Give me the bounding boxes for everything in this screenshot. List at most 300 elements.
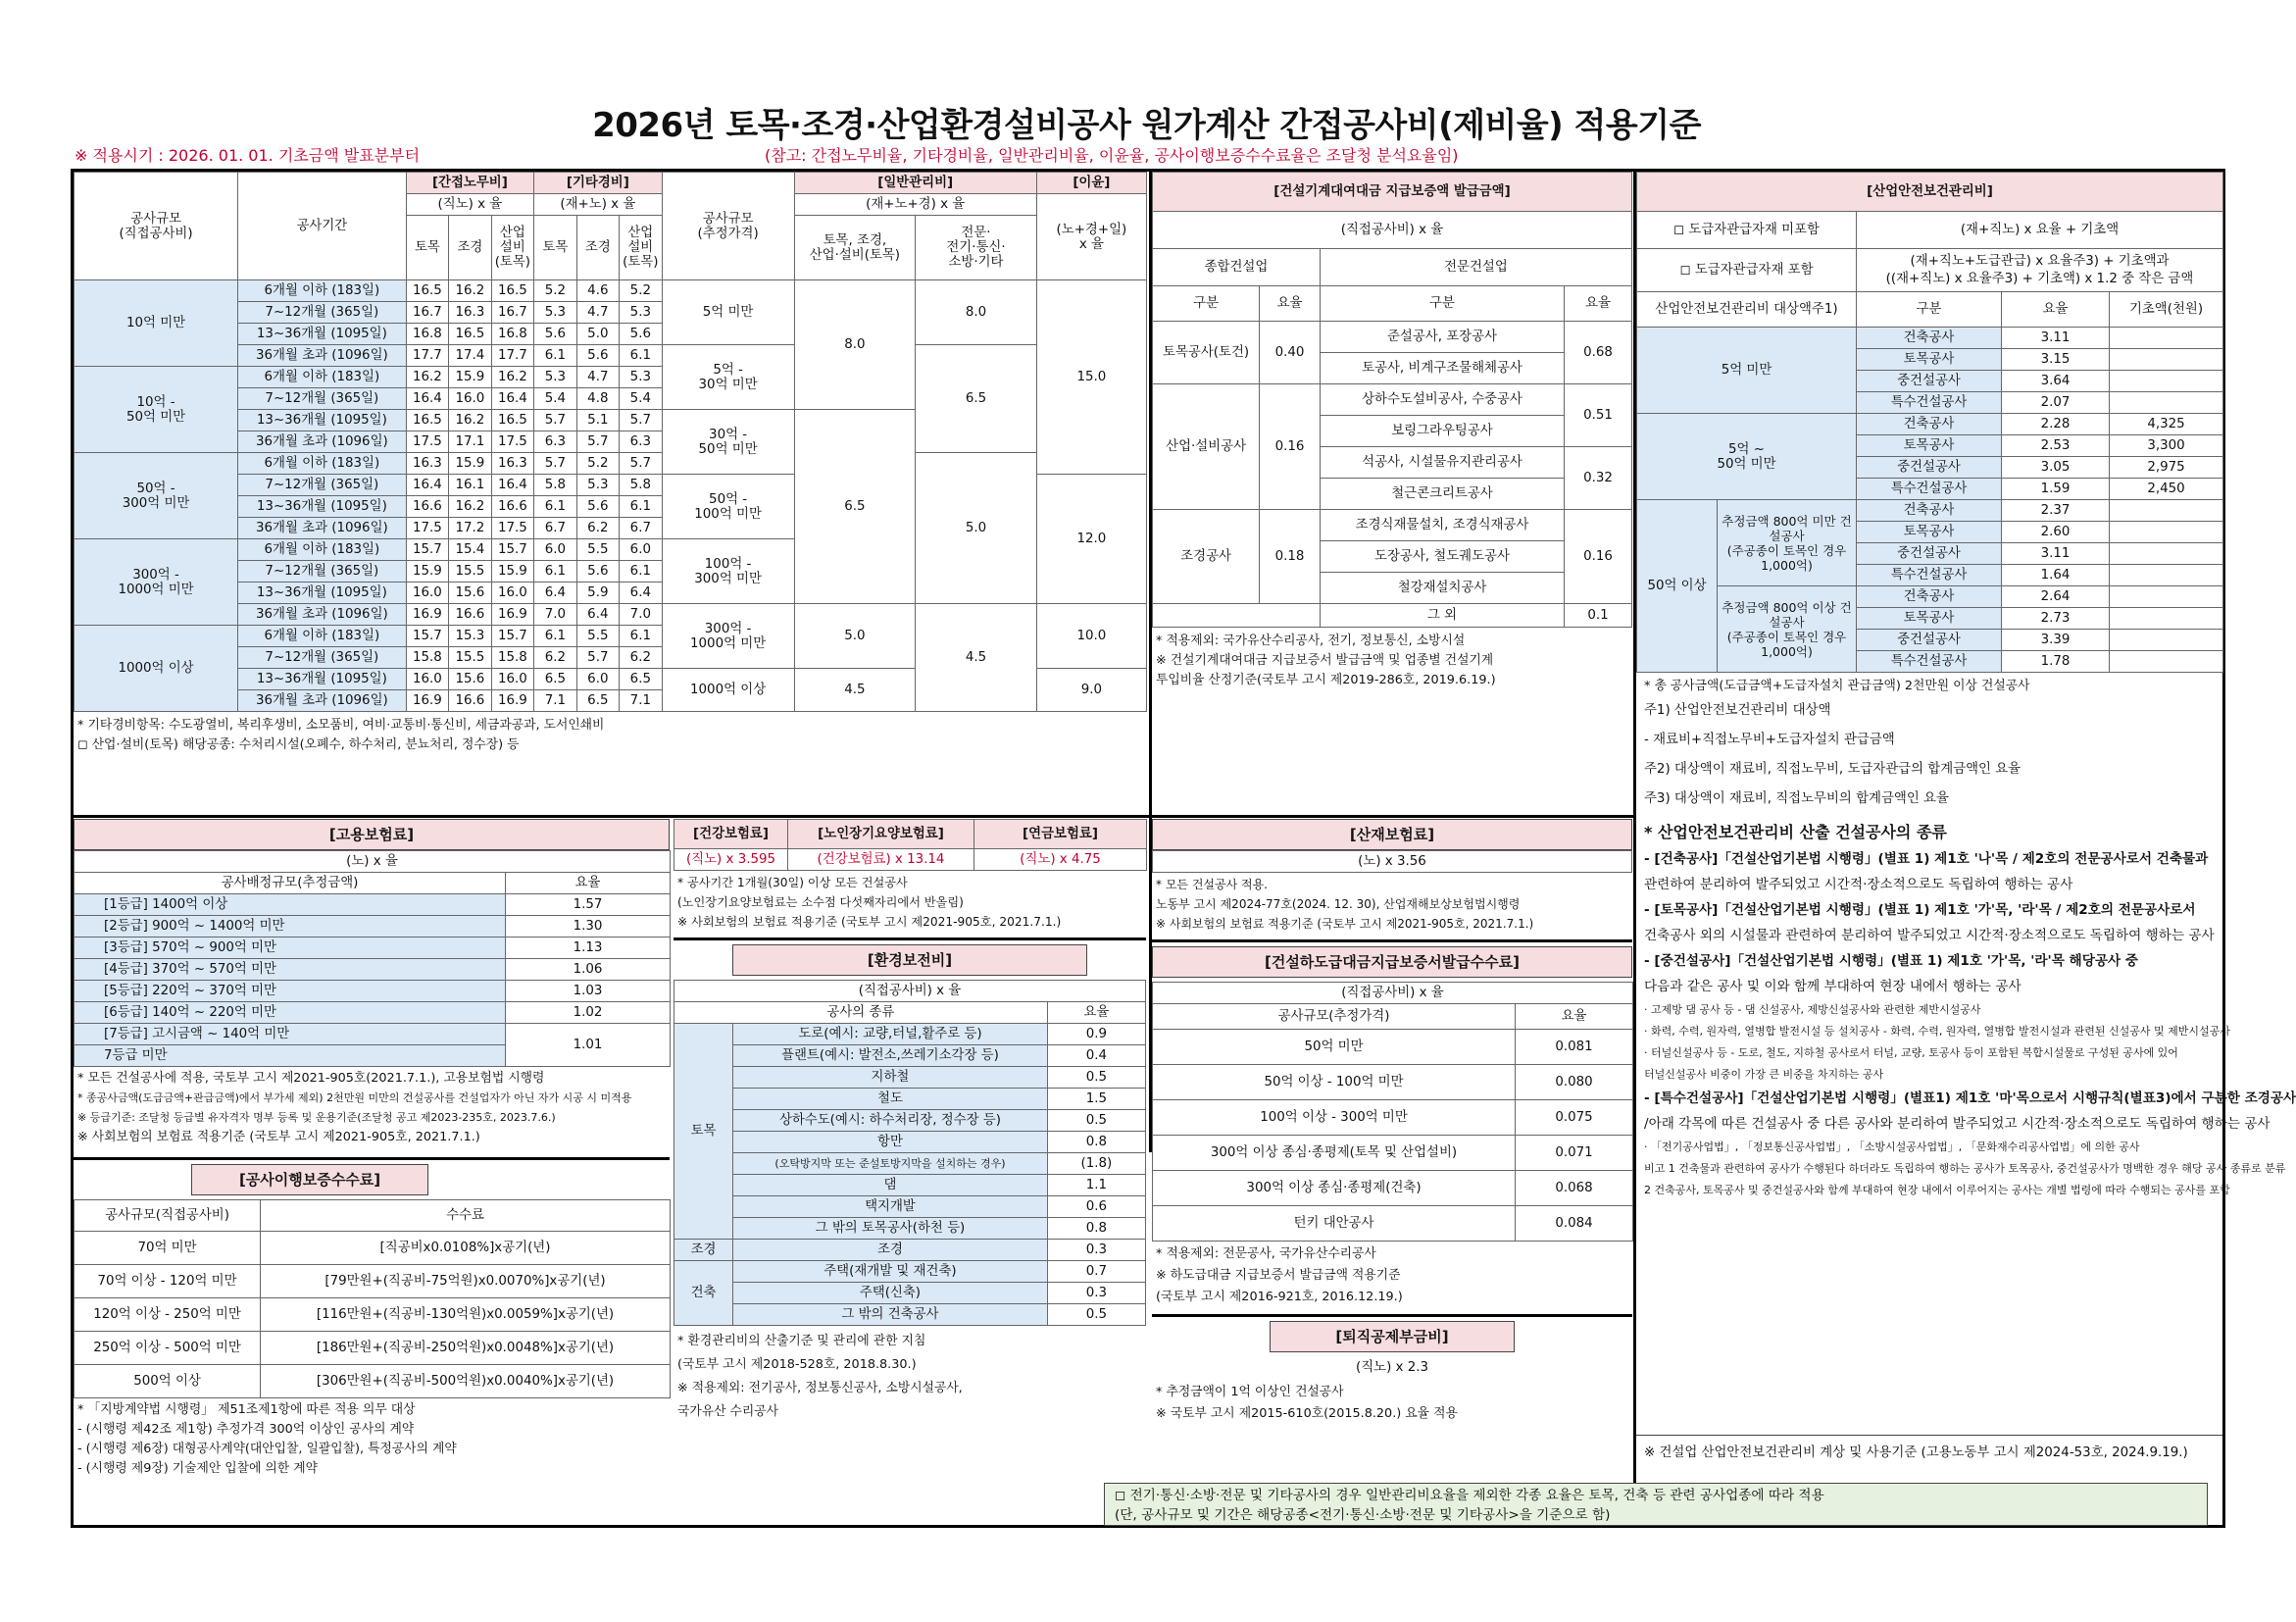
rate-value: 17.1	[449, 431, 491, 453]
period-label: 6개월 이하 (183일)	[238, 453, 407, 475]
table-cell: 토목, 조경, 산업·설비(토목)	[794, 216, 916, 280]
rate-value: 5.2	[620, 280, 663, 302]
env-rate: 0.5	[1047, 1067, 1145, 1089]
rate-value: 7.1	[620, 690, 663, 712]
rate-value: 6.1	[620, 345, 663, 367]
table-cell	[2110, 565, 2223, 586]
scale-label: 1000억 이상	[75, 626, 238, 712]
table-cell: 건축공사	[1857, 414, 2002, 435]
rate-value: 5.6	[620, 324, 663, 345]
table-cell: 구분	[1153, 286, 1260, 322]
elder-rate: (건강보험료) x 13.14	[788, 849, 974, 871]
table-cell: 3.15	[2002, 349, 2110, 371]
rate-value: 16.4	[406, 388, 448, 410]
rate-value: 15.7	[406, 539, 448, 561]
rate-value: 5.3	[620, 367, 663, 388]
period-label: 7~12개월 (365일)	[238, 302, 407, 324]
table-cell: (직접공사비) x 율	[1153, 983, 1633, 1004]
rate-value: 16.9	[491, 604, 534, 626]
scale-label: 300억 - 1000억 미만	[75, 539, 238, 626]
kinds-line: - [건축공사]「건설산업기본법 시행령」(별표 1) 제1호 '나'목 / 제2호의 전문공사로서 건축물과	[1644, 851, 2209, 867]
rate-value: 16.0	[491, 669, 534, 690]
cmg-sub-rate: 0.68	[1565, 322, 1632, 384]
employment-grade: [3등급] 570억 ~ 900억 미만	[75, 938, 506, 959]
env-rate: (1.8)	[1047, 1153, 1145, 1175]
rate-value: 17.5	[406, 518, 448, 539]
rate-value: 5.3	[620, 302, 663, 324]
table-cell: 1.64	[2002, 565, 2110, 586]
cmg-sub-kind: 토공사, 비계구조물해체공사	[1320, 353, 1564, 384]
gm-special-value: 5.0	[916, 453, 1037, 604]
perf-fee: [직공비x0.0108%]x공기(년)	[261, 1232, 671, 1265]
kinds-title: * 산업안전보건관리비 산출 건설공사의 종류	[1644, 823, 1947, 841]
employment-grade: [7등급] 고시금액 ~ 140억 미만	[75, 1024, 506, 1045]
table-cell: 2.60	[2002, 522, 2110, 543]
rate-value: 5.4	[534, 388, 576, 410]
rate-value: 6.2	[534, 647, 576, 669]
safety-note: 주3) 대상액이 재료비, 직접노무비의 합계금액인 요율	[1644, 791, 1949, 806]
rate-value: 16.1	[449, 475, 491, 496]
rate-value: 16.6	[491, 496, 534, 518]
subc-scale: 50억 이상 - 100억 미만	[1153, 1065, 1516, 1100]
table-cell: 토목공사	[1857, 349, 2002, 371]
env-category: 건축	[674, 1261, 733, 1326]
employment-rate: 1.01	[506, 1024, 671, 1067]
period-label: 36개월 초과 (1096일)	[238, 690, 407, 712]
table-cell: 1.78	[2002, 651, 2110, 673]
cmg-rate: 0.40	[1260, 322, 1321, 384]
env-kind: 항만	[733, 1132, 1048, 1153]
subc-rate: 0.071	[1516, 1136, 1633, 1171]
insurance-env-table	[674, 819, 1146, 1527]
table-cell: 산업안전보건관리비 대상액주1)	[1637, 292, 1857, 328]
subc-rate: 0.068	[1516, 1171, 1633, 1206]
rate-value: 16.9	[406, 604, 448, 626]
table-cell: 토목공사	[1857, 435, 2002, 457]
env-category: 토목	[674, 1024, 733, 1240]
rate-value: 15.7	[491, 626, 534, 647]
table-cell: 특수건설공사	[1857, 392, 2002, 414]
rate-value: 5.7	[576, 647, 619, 669]
table-cell: (재+노+경) x 율	[794, 194, 1036, 216]
table-cell	[2110, 543, 2223, 565]
rate-value: 16.5	[491, 410, 534, 431]
machinery-guarantee-table	[1152, 172, 1632, 811]
env-kind: 주택(신축)	[733, 1283, 1048, 1304]
cmg-note: * 적용제외: 국가유산수리공사, 전기, 정보통신, 소방시설	[1156, 634, 1466, 648]
safety-group: 50억 이상	[1637, 500, 1718, 673]
rate-value: 15.6	[449, 669, 491, 690]
est-scale-label: 5억 미만	[662, 280, 794, 345]
rate-value: 6.0	[620, 539, 663, 561]
gm-special-value: 4.5	[916, 604, 1037, 712]
rate-value: 5.4	[620, 388, 663, 410]
table-cell: (직노) x 율	[406, 194, 533, 216]
rate-value: 16.2	[449, 280, 491, 302]
period-label: 36개월 초과 (1096일)	[238, 345, 407, 367]
kinds-line: · 화력, 수력, 원자력, 열병합 발전시설 등 설치공사 - 화력, 수력, 원자력, 열병합 발전시설과 관련된 신설공사 및 제반시설공사	[1644, 1025, 2230, 1038]
rate-value: 15.7	[406, 626, 448, 647]
callout-line: ◻ 전기·통신·소방·전문 및 기타공사의 경우 일반관리비요율을 제외한 각종 요율은 토목, 건축 등 관련 공사업종에 따라 적용	[1115, 1488, 1824, 1503]
rate-value: 16.3	[449, 302, 491, 324]
cmg-sub-kind: 보링그라우팅공사	[1320, 416, 1564, 447]
table-cell	[2110, 500, 2223, 522]
employment-rate: 1.06	[506, 959, 671, 981]
env-kind: 댐	[733, 1175, 1048, 1196]
rate-value: 6.5	[534, 669, 576, 690]
kinds-line: - [특수건설공사]「건설산업기본법 시행령」(별표1) 제1호 '마'목으로서 시행규칙(별표3)에서 구분한 조경공사	[1644, 1090, 2296, 1106]
rate-value: 6.0	[576, 669, 619, 690]
safety-group: 5억 미만	[1637, 328, 1857, 414]
kinds-line: 건축공사 외의 시설물과 관련하여 분리하여 발주되었고 시간적·장소적으로도 독립하여 행하는 공사	[1644, 928, 2215, 943]
kinds-line: - [중건설공사]「건설산업기본법 시행령」(별표 1) 제1호 '가'목, '라'목 해당공사 중	[1644, 953, 2138, 969]
est-scale-label: 30억 - 50억 미만	[662, 410, 794, 475]
table-cell: 중건설공사	[1857, 543, 2002, 565]
rate-value: 4.6	[576, 280, 619, 302]
scale-label: 10억 미만	[75, 280, 238, 367]
rate-value: 16.3	[491, 453, 534, 475]
table-cell	[2110, 349, 2223, 371]
profit-value: 15.0	[1036, 280, 1146, 475]
est-scale-label: 300억 - 1000억 미만	[662, 604, 794, 669]
elder-title: [노인장기요양보험료]	[788, 820, 974, 849]
health-rate: (직노) x 3.595	[674, 849, 788, 871]
application-callout	[1104, 1483, 2208, 1526]
safety-note: 주2) 대상액이 재료비, 직접노무비, 도급자관급의 합계금액인 요율	[1644, 762, 2021, 777]
table-cell: 공사의 종류	[674, 1002, 1048, 1024]
safety-management-table	[1636, 172, 2222, 811]
cmg-other: 그 외	[1320, 604, 1564, 628]
insurance-note: (노인장기요양보험료는 소수점 다섯째자리에서 반올림)	[677, 895, 964, 909]
cmg-kind: 조경공사	[1153, 510, 1260, 604]
cmg-rate: 0.16	[1260, 384, 1321, 510]
env-note: 국가유산 수리공사	[677, 1404, 778, 1419]
cmg-kind: 산업·설비공사	[1153, 384, 1260, 510]
rate-value: 5.5	[576, 539, 619, 561]
table-cell: 요율	[1516, 1004, 1633, 1030]
employment-grade: 7등급 미만	[75, 1045, 506, 1067]
rate-value: 5.7	[576, 431, 619, 453]
rate-value: 7.0	[620, 604, 663, 626]
gm-civil-value: 4.5	[794, 669, 916, 712]
table-cell: 요율	[506, 873, 671, 894]
table-cell	[2110, 328, 2223, 349]
table-cell	[2110, 630, 2223, 651]
rate-value: 5.8	[534, 475, 576, 496]
table-cell: 토목공사	[1857, 522, 2002, 543]
cmg-sub-kind: 석공사, 시설물유지관리공사	[1320, 447, 1564, 479]
rate-value: 6.1	[534, 561, 576, 583]
perf-note: - (시행령 제9장) 기술제안 입찰에 의한 계약	[77, 1461, 318, 1476]
rate-value: 5.6	[576, 561, 619, 583]
accident-subcontract-table	[1152, 819, 1632, 1527]
rate-value: 6.1	[620, 561, 663, 583]
perf-note: - (시행령 제42조 제1항) 추정가격 300억 이상인 공사의 계약	[77, 1422, 415, 1437]
env-category: 조경	[674, 1240, 733, 1261]
rate-value: 5.6	[576, 496, 619, 518]
rate-value: 16.0	[491, 583, 534, 604]
rate-value: 16.5	[406, 280, 448, 302]
cmg-sub-kind: 도장공사, 철도궤도공사	[1320, 541, 1564, 573]
safety-note: * 총 공사금액(도급금액+도급자설치 관급금액) 2천만원 이상 건설공사	[1644, 679, 2030, 693]
safety-group: 5억 ~ 50억 미만	[1637, 414, 1857, 500]
main-note: ◻ 산업·설비(토목) 해당공종: 수처리시설(오폐수, 하수처리, 분뇨처리, 정수장) 등	[77, 737, 520, 752]
header-period: 공사기간	[238, 173, 407, 280]
gm-special-value: 8.0	[916, 280, 1037, 345]
period-label: 13~36개월 (1095일)	[238, 669, 407, 690]
gm-civil-value: 6.5	[794, 410, 916, 604]
subc-scale: 50억 미만	[1153, 1030, 1516, 1065]
perf-fee: [186만원+(직공비-250억원)x0.0048%]x공기(년)	[261, 1332, 671, 1365]
safety-r1-label: ◻ 도급자관급자재 미포함	[1637, 212, 1857, 249]
pension-title: [연금보험료]	[974, 820, 1147, 849]
rate-value: 4.7	[576, 302, 619, 324]
table-cell: 산업설비(토목)	[491, 216, 534, 280]
table-cell: 토목	[406, 216, 448, 280]
env-kind: 조경	[733, 1240, 1048, 1261]
env-kind: 도로(예시: 교량,터널,활주로 등)	[733, 1024, 1048, 1045]
rate-value: 6.4	[620, 583, 663, 604]
rate-value: 5.2	[534, 280, 576, 302]
env-rate: 0.3	[1047, 1240, 1145, 1261]
rate-value: 6.2	[576, 518, 619, 539]
accident-rate: (노) x 3.56	[1153, 851, 1632, 873]
safety-title: [산업안전보건관리비]	[1637, 173, 2223, 212]
table-cell: 구분	[1857, 292, 2002, 328]
employment-title: [고용보험료]	[74, 819, 670, 850]
cmg-rate: 0.18	[1260, 510, 1321, 604]
table-cell: 3.11	[2002, 543, 2110, 565]
table-cell: 1.59	[2002, 479, 2110, 500]
env-kind: 플랜트(예시: 발전소,쓰레기소각장 등)	[733, 1045, 1048, 1067]
env-kind: 주택(재개발 및 재건축)	[733, 1261, 1048, 1283]
main-frame	[71, 169, 2296, 1528]
rate-value: 5.6	[534, 324, 576, 345]
subc-note: ※ 하도급대금 지급보증서 발급금액 적용기준	[1156, 1268, 1401, 1283]
cmg-sub-kind: 준설공사, 포장공사	[1320, 322, 1564, 353]
subc-rate: 0.080	[1516, 1065, 1633, 1100]
safety-subgroup: 추정금액 800억 미만 건설공사 (주공종이 토목인 경우 1,000억)	[1718, 500, 1857, 586]
table-cell	[2110, 608, 2223, 630]
kinds-line: · 「전기공사업법」, 「정보통신공사업법」, 「소방시설공사업법」, 「문화재수리공사업법」에 의한 공사	[1644, 1140, 2140, 1153]
table-cell: 수수료	[261, 1200, 671, 1232]
rate-value: 6.5	[576, 690, 619, 712]
rate-value: 16.2	[449, 496, 491, 518]
safety-note: - 재료비+직접노무비+도급자설치 관급금액	[1644, 733, 1895, 747]
page-title: 2026년 토목·조경·산업환경설비공사 원가계산 간접공사비(제비율) 적용기준	[592, 106, 1701, 145]
rate-value: 16.7	[491, 302, 534, 324]
rate-value: 6.5	[620, 669, 663, 690]
perf-fee: [79만원+(직공비-75억원)x0.0070%]x공기(년)	[261, 1265, 671, 1298]
safety-r1-formula: (재+직노) x 요율 + 기초액	[1857, 212, 2223, 249]
table-cell: 공사배정규모(추정금액)	[75, 873, 506, 894]
rate-value: 5.6	[576, 345, 619, 367]
rate-value: 4.7	[576, 367, 619, 388]
env-kind: (오탁방지막 또는 준설토방지막을 설치하는 경우)	[733, 1153, 1048, 1175]
rate-value: 5.7	[620, 453, 663, 475]
health-title: [건강보험료]	[674, 820, 788, 849]
env-rate: 1.1	[1047, 1175, 1145, 1196]
perf-title: [공사이행보증수수료]	[191, 1164, 428, 1195]
employment-rate: 1.13	[506, 938, 671, 959]
rate-value: 15.6	[449, 583, 491, 604]
period-label: 36개월 초과 (1096일)	[238, 431, 407, 453]
table-cell: 3.11	[2002, 328, 2110, 349]
rate-value: 16.4	[491, 388, 534, 410]
rate-value: 5.0	[576, 324, 619, 345]
retire-rate: (직노) x 2.3	[1355, 1360, 1429, 1375]
env-rate: 0.5	[1047, 1110, 1145, 1132]
table-cell	[2110, 651, 2223, 673]
rate-value: 15.9	[406, 561, 448, 583]
accident-title: [산재보험료]	[1152, 819, 1632, 850]
period-label: 7~12개월 (365일)	[238, 647, 407, 669]
rate-value: 17.7	[491, 345, 534, 367]
employment-grade: [1등급] 1400억 이상	[75, 894, 506, 916]
rate-value: 6.1	[534, 626, 576, 647]
rate-value: 5.7	[534, 453, 576, 475]
safety-r2-label: ◻ 도급자관급자재 포함	[1637, 249, 1857, 292]
rate-value: 6.0	[534, 539, 576, 561]
gm-civil-value: 8.0	[794, 280, 916, 410]
table-cell: 3.05	[2002, 457, 2110, 479]
env-kind: 택지개발	[733, 1196, 1048, 1218]
table-cell: 종합건설업	[1153, 249, 1321, 286]
scale-label: 50억 - 300억 미만	[75, 453, 238, 539]
rate-value: 5.3	[534, 302, 576, 324]
rate-value: 15.9	[491, 561, 534, 583]
subc-scale: 100억 이상 - 300억 미만	[1153, 1100, 1516, 1136]
construction-kinds-section	[1636, 813, 2296, 1480]
table-cell: 요율	[1565, 286, 1632, 322]
rate-value: 6.3	[534, 431, 576, 453]
rate-value: 16.4	[491, 475, 534, 496]
env-rate: 0.3	[1047, 1283, 1145, 1304]
employment-note: * 종공사금액(도급금액+관급금액)에서 부가세 제외) 2천만원 미만의 건설공사를 건설업자가 아닌 자가 시공 시 미적용	[77, 1091, 632, 1104]
employment-insurance-table	[74, 819, 670, 1527]
kinds-line: 관련하여 분리하여 발주되었고 시간적·장소적으로도 독립하여 행하는 공사	[1644, 877, 2073, 892]
table-cell	[2110, 392, 2223, 414]
rate-value: 16.2	[491, 367, 534, 388]
table-cell: 조경	[449, 216, 491, 280]
cmg-sub-kind: 철강재설치공사	[1320, 573, 1564, 604]
subc-rate: 0.084	[1516, 1206, 1633, 1242]
table-cell: 전문건설업	[1320, 249, 1631, 286]
rate-value: 15.8	[406, 647, 448, 669]
safety-note: 주1) 산업안전보건관리비 대상액	[1644, 703, 1831, 718]
env-kind: 지하철	[733, 1067, 1048, 1089]
header-general-mgmt: [일반관리비]	[794, 173, 1036, 194]
perf-fee: [306만원+(직공비-500억원)x0.0040%]x공기(년)	[261, 1365, 671, 1398]
rate-value: 17.2	[449, 518, 491, 539]
employment-rate: 1.57	[506, 894, 671, 916]
rate-value: 5.1	[576, 410, 619, 431]
insurance-note: * 공사기간 1개월(30일) 이상 모든 건설공사	[677, 876, 908, 889]
rate-value: 6.3	[620, 431, 663, 453]
rate-value: 15.3	[449, 626, 491, 647]
rate-value: 16.3	[406, 453, 448, 475]
employment-grade: [6등급] 140억 ~ 220억 미만	[75, 1002, 506, 1024]
table-cell: 요율	[1047, 1002, 1145, 1024]
cmg-other-rate: 0.1	[1565, 604, 1632, 628]
subc-rate: 0.075	[1516, 1100, 1633, 1136]
cmg-note: ※ 건설기계대여대금 지급보증서 발급금액 및 업종별 건설기계	[1156, 653, 1494, 668]
table-cell: 중건설공사	[1857, 457, 2002, 479]
env-note: * 환경관리비의 산출기준 및 관리에 관한 지침	[677, 1334, 926, 1348]
period-label: 7~12개월 (365일)	[238, 561, 407, 583]
rate-value: 4.8	[576, 388, 619, 410]
retire-note: * 추정금액이 1억 이상인 건설공사	[1156, 1385, 1344, 1399]
est-scale-label: 1000억 이상	[662, 669, 794, 712]
env-kind: 상하수도(예시: 하수처리장, 정수장 등)	[733, 1110, 1048, 1132]
table-cell: (재+노) x 율	[534, 194, 662, 216]
subc-scale: 300억 이상 종심·종평제(건축)	[1153, 1171, 1516, 1206]
perf-scale: 250억 이상 - 500억 미만	[75, 1332, 261, 1365]
employment-note: * 모든 건설공사에 적용, 국토부 고시 제2021-905호(2021.7.1.), 고용보험법 시행령	[77, 1071, 545, 1086]
employment-note: ※ 사회보험의 보험료 적용기준 (국토부 고시 제2021-905호, 2021.7.1.)	[77, 1130, 480, 1144]
safety-subgroup: 추정금액 800억 이상 건설공사 (주공종이 토목인 경우 1,000억)	[1718, 586, 1857, 673]
env-kind: 그 밖의 토목공사(하천 등)	[733, 1218, 1048, 1240]
env-rate: 1.5	[1047, 1089, 1145, 1110]
table-cell: 3.39	[2002, 630, 2110, 651]
table-cell: (노) x 율	[75, 851, 671, 873]
rate-value: 5.7	[534, 410, 576, 431]
table-cell: 2.64	[2002, 586, 2110, 608]
period-label: 13~36개월 (1095일)	[238, 324, 407, 345]
accident-note: ※ 사회보험의 보험료 적용기준 (국토부 고시 제2021-905호, 2021.7.1.)	[1156, 917, 1534, 931]
table-cell: 공사규모(추정가격)	[1153, 1004, 1516, 1030]
main-rate-table	[74, 172, 1147, 811]
rate-value: 16.7	[406, 302, 448, 324]
perf-scale: 120억 이상 - 250억 미만	[75, 1298, 261, 1332]
table-cell: 3.64	[2002, 371, 2110, 392]
pension-rate: (직노) x 4.75	[974, 849, 1147, 871]
cmg-sub-kind: 상하수도설비공사, 수중공사	[1320, 384, 1564, 416]
employment-rate: 1.02	[506, 1002, 671, 1024]
table-cell: 건축공사	[1857, 328, 2002, 349]
profit-value: 9.0	[1036, 669, 1146, 712]
table-cell: 토목공사	[1857, 608, 2002, 630]
kinds-footer: ※ 건설업 산업안전보건관리비 계상 및 사용기준 (고용노동부 고시 제2024-53호, 2024.9.19.)	[1636, 1435, 2222, 1466]
rate-value: 5.9	[576, 583, 619, 604]
table-cell: 특수건설공사	[1857, 651, 2002, 673]
kinds-line: 2 건축공사, 토목공사 및 중건설공사와 함께 부대하여 현장 내에서 이루어지는 공사는 개별 법령에 따라 수행되는 공사를 포함	[1644, 1184, 2230, 1196]
rate-value: 16.8	[406, 324, 448, 345]
table-cell: 2,975	[2110, 457, 2223, 479]
perf-fee: [116만원+(직공비-130억원)x0.0059%]x공기(년)	[261, 1298, 671, 1332]
rate-value: 15.9	[449, 453, 491, 475]
rate-value: 6.1	[534, 496, 576, 518]
cmg-kind: 토목공사(토건)	[1153, 322, 1260, 384]
rate-value: 16.5	[406, 410, 448, 431]
kinds-line: 터널신설공사 비중이 가장 큰 비중을 차지하는 공사	[1644, 1068, 1884, 1081]
table-cell: 요율	[2002, 292, 2110, 328]
table-cell	[1153, 604, 1321, 628]
rate-value: 6.1	[534, 345, 576, 367]
est-scale-label: 50억 - 100억 미만	[662, 475, 794, 539]
rate-value: 6.1	[620, 626, 663, 647]
table-cell: 2.73	[2002, 608, 2110, 630]
env-note: ※ 적용제외: 전기공사, 정보통신공사, 소방시설공사,	[677, 1381, 963, 1395]
safety-r2-formula: (재+직노+도급관급) x 요율주3) + 기초액과 ((재+직노) x 요율주3) + 기초액) x 1.2 중 작은 금액	[1857, 249, 2223, 292]
rate-value: 16.5	[449, 324, 491, 345]
subc-scale: 300억 이상 종심·종평제(토목 및 산업설비)	[1153, 1136, 1516, 1171]
cmg-sub-rate: 0.16	[1565, 510, 1632, 604]
kinds-line: 다음과 같은 공사 및 이와 함께 부대하여 현장 내에서 행하는 공사	[1644, 979, 2021, 994]
table-cell	[2110, 522, 2223, 543]
perf-scale: 70억 미만	[75, 1232, 261, 1265]
rate-value: 6.4	[534, 583, 576, 604]
